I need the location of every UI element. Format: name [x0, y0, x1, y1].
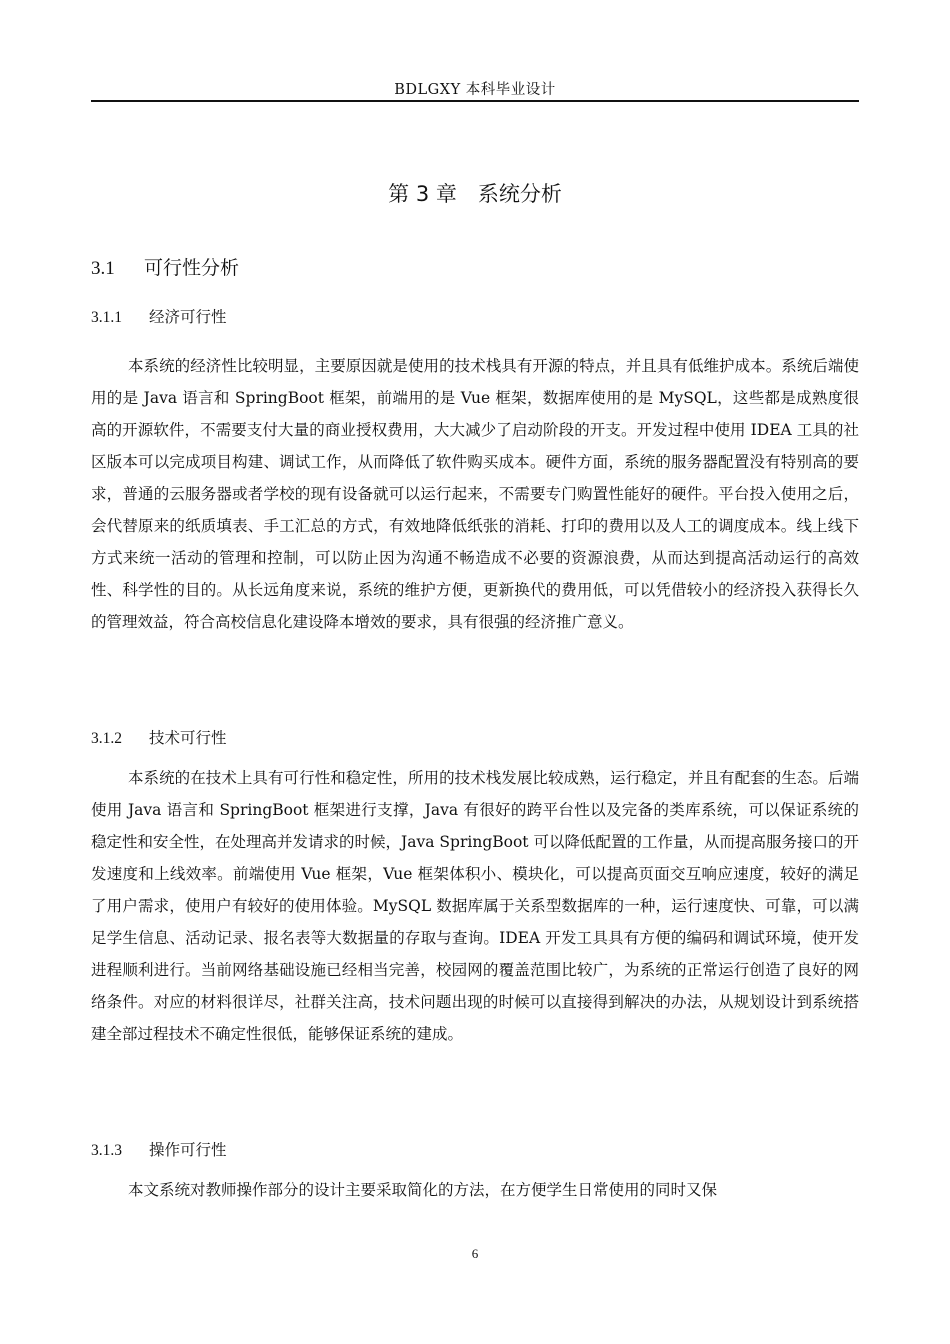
page-number: 6 — [471, 1246, 479, 1261]
subsection-title: 经济可行性 — [149, 308, 227, 326]
section-title: 可行性分析 — [144, 257, 240, 279]
subsection-number: 3.1.2 — [91, 730, 122, 747]
paragraph-operational-feasibility: 本文系统对教师操作部分的设计主要采取简化的方法，在方便学生日常使用的同时又保 — [128, 1181, 718, 1199]
running-header: BDLGXY 本科毕业设计 — [394, 82, 556, 98]
subsection-heading-3-1-3 — [91, 1138, 227, 1160]
subsection-number: 3.1.3 — [91, 1142, 122, 1159]
header-rule — [91, 100, 859, 102]
subsection-title: 技术可行性 — [149, 729, 227, 747]
subsection-heading-3-1-2 — [91, 726, 227, 748]
section-number: 3.1 — [91, 258, 115, 279]
subsection-number: 3.1.1 — [91, 309, 122, 326]
chapter-title: 第 3 章 系统分析 — [388, 182, 562, 206]
paragraph-economic-feasibility: 本系统的经济性比较明显，主要原因就是使用的技术栈具有开源的特点，并且具有低维护成本。系统后端使用的是 Java 语言和 SpringBoot 框架，前端用的是 Vue 框架，数据库使用的是 MySQL，这些都是成熟度很高的开源软件，不需要支付大量的商业授权费用，大大减少了启动阶段的开支。开发过程中使用 IDEA 工具的社区版本可以完成项目构建、调试工作，从而降低了软件购买成本。硬件方面，系统的服务器配置没有特别高的要求，普通的云服务器或者学校的现有设备就可以运行起来，不需要专门购置性能好的硬件。平台投入使用之后，会代替原来的纸质填表、手工汇总的方式，有效地降低纸张的消耗、打印的费用以及人工的调度成本。线上线下方式来统一活动的管理和控制，可以防止因为沟通不畅造成不必要的资源浪费，从而达到提高活动运行的高效性、科学性的目的。从长远角度来说，系统的维护方便，更新换代的费用低，可以凭借较小的经济投入获得长久的管理效益，符合高校信息化建设降本增效的要求，具有很强的经济推广意义。 — [91, 357, 859, 631]
paragraph-technical-feasibility: 本系统的在技术上具有可行性和稳定性，所用的技术栈发展比较成熟，运行稳定，并且有配套的生态。后端使用 Java 语言和 SpringBoot 框架进行支撑，Java 有很好的跨平台性以及完备的类库系统，可以保证系统的稳定性和安全性，在处理高并发请求的时候，Java SpringBoot 可以降低配置的工作量，从而提高服务接口的开发速度和上线效率。前端使用 Vue 框架，Vue 框架体积小、模块化，可以提高页面交互响应速度，较好的满足了用户需求，使用户有较好的使用体验。MySQL 数据库属于关系型数据库的一种，运行速度快、可靠，可以满足学生信息、活动记录、报名表等大数据量的存取与查询。IDEA 开发工具具有方便的编码和调试环境，使开发进程顺利进行。当前网络基础设施已经相当完善，校园网的覆盖范围比较广，为系统的正常运行创造了良好的网络条件。对应的材料很详尽，社群关注高，技术问题出现的时候可以直接得到解决的办法，从规划设计到系统搭建全部过程技术不确定性很低，能够保证系统的建成。 — [91, 769, 859, 1043]
section-heading-3-1 — [91, 253, 239, 280]
subsection-heading-3-1-1 — [91, 305, 227, 327]
subsection-title: 操作可行性 — [149, 1141, 227, 1159]
